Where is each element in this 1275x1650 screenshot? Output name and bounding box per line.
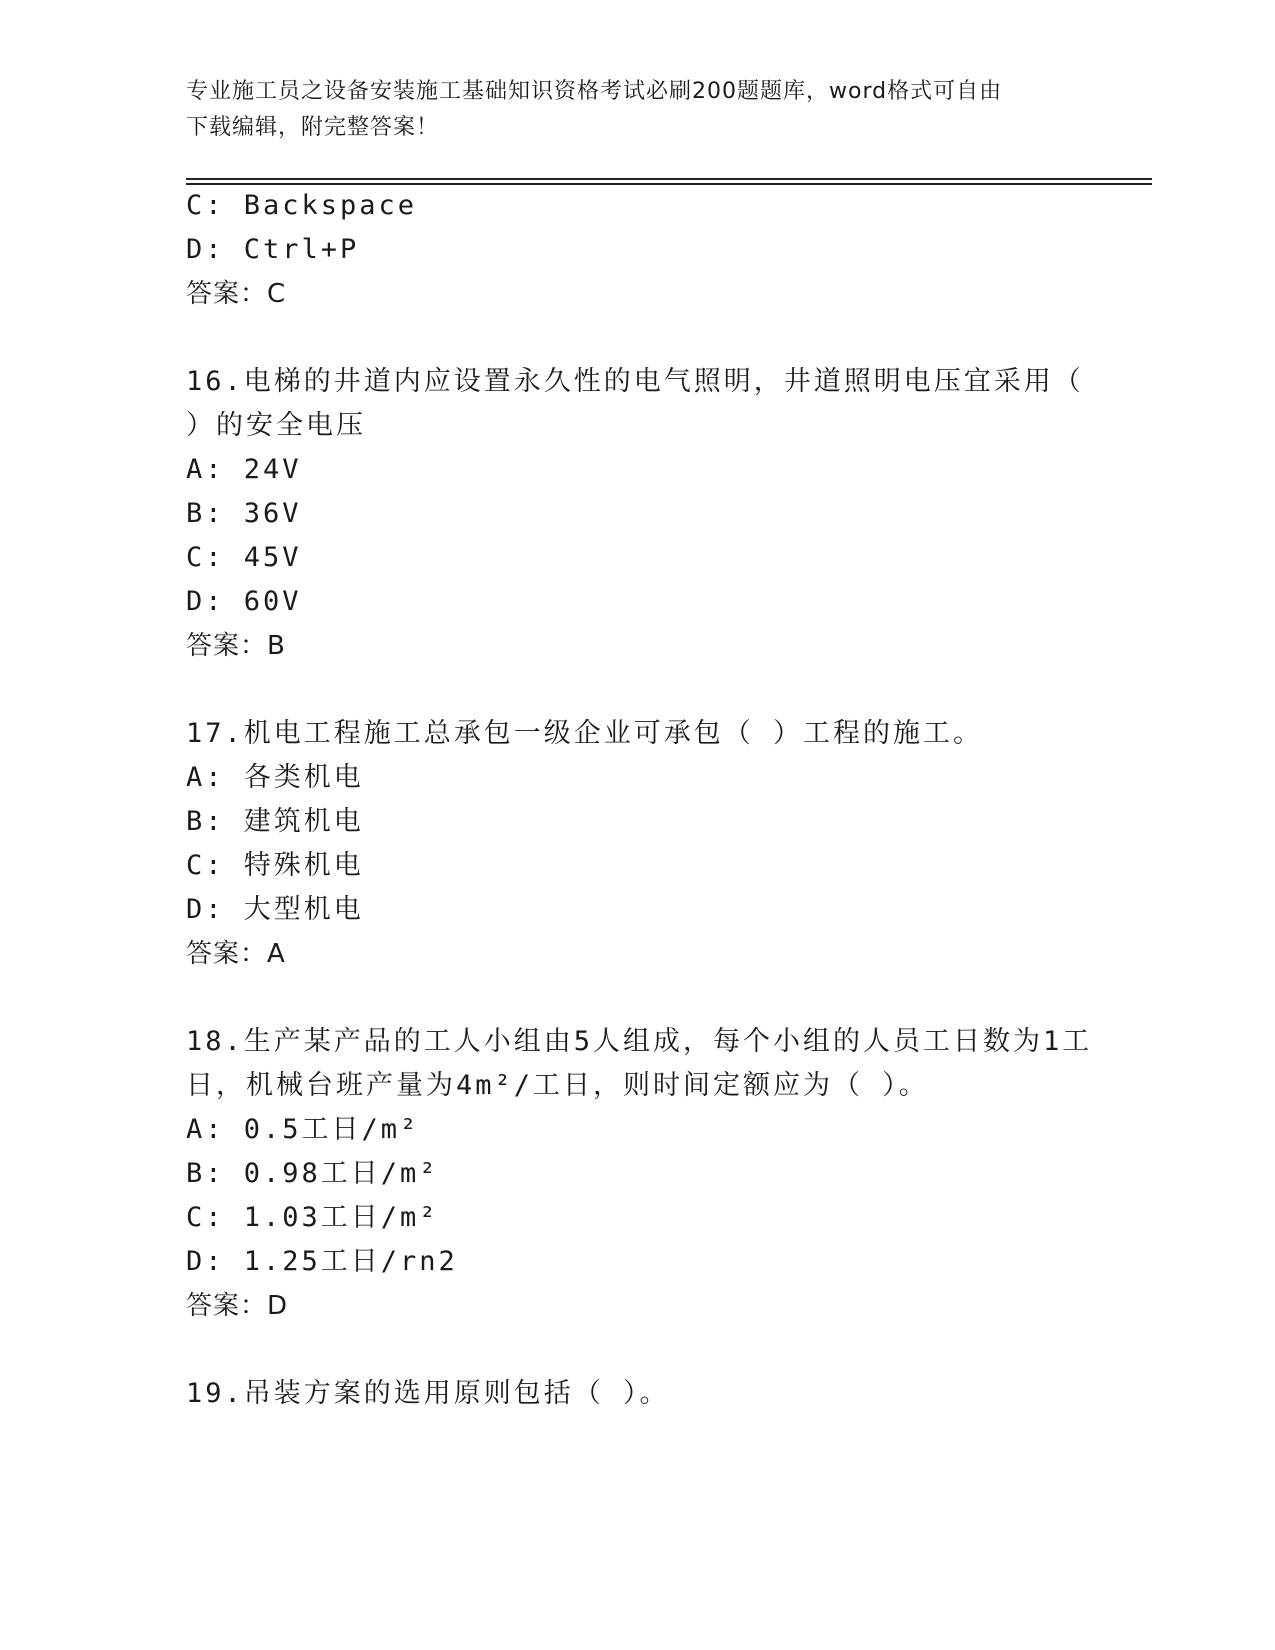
q18-option-c: C: 1.03工日/m²	[186, 1202, 439, 1233]
q16-option-c: C: 45V	[186, 542, 302, 573]
q15-option-c: C: Backspace	[186, 190, 418, 221]
q18-stem-line-2: 日，机械台班产量为4m²/工日，则时间定额应为（ ）。	[186, 1070, 929, 1101]
q19-stem: 19.吊装方案的选用原则包括（ ）。	[186, 1378, 670, 1409]
q17-option-c: C: 特殊机电	[186, 850, 364, 881]
header-title-line-2: 下载编辑，附完整答案！	[186, 115, 440, 140]
q17-option-a: A: 各类机电	[186, 762, 364, 793]
document-header	[186, 74, 1066, 146]
q17-option-b: B: 建筑机电	[186, 806, 364, 837]
q15-answer: 答案：C	[186, 279, 287, 309]
q18-answer: 答案：D	[186, 1291, 289, 1321]
q18-option-a: A: 0.5工日/m²	[186, 1114, 420, 1145]
q15-option-d: D: Ctrl+P	[186, 234, 360, 265]
header-divider-top	[186, 178, 1152, 180]
q16-stem-line-2: ）的安全电压	[186, 410, 366, 441]
q17-stem: 17.机电工程施工总承包一级企业可承包（ ）工程的施工。	[186, 718, 984, 749]
q18-option-b: B: 0.98工日/m²	[186, 1158, 439, 1189]
q16-answer: 答案：B	[186, 631, 286, 661]
q16-option-a: A: 24V	[186, 454, 302, 485]
q16-option-b: B: 36V	[186, 498, 302, 529]
q18-stem-line-1: 18.生产某产品的工人小组由5人组成，每个小组的人员工日数为1工	[186, 1026, 1093, 1057]
q16-stem-line-1: 16.电梯的井道内应设置永久性的电气照明，井道照明电压宜采用（	[186, 366, 1084, 397]
q17-option-d: D: 大型机电	[186, 894, 364, 925]
q17-answer: 答案：A	[186, 939, 286, 969]
header-divider-bottom	[186, 183, 1152, 185]
header-title-line-1: 专业施工员之设备安装施工基础知识资格考试必刷200题题库，word格式可自由	[186, 79, 1003, 104]
q18-option-d: D: 1.25工日/rn2	[186, 1246, 458, 1277]
q16-option-d: D: 60V	[186, 586, 302, 617]
